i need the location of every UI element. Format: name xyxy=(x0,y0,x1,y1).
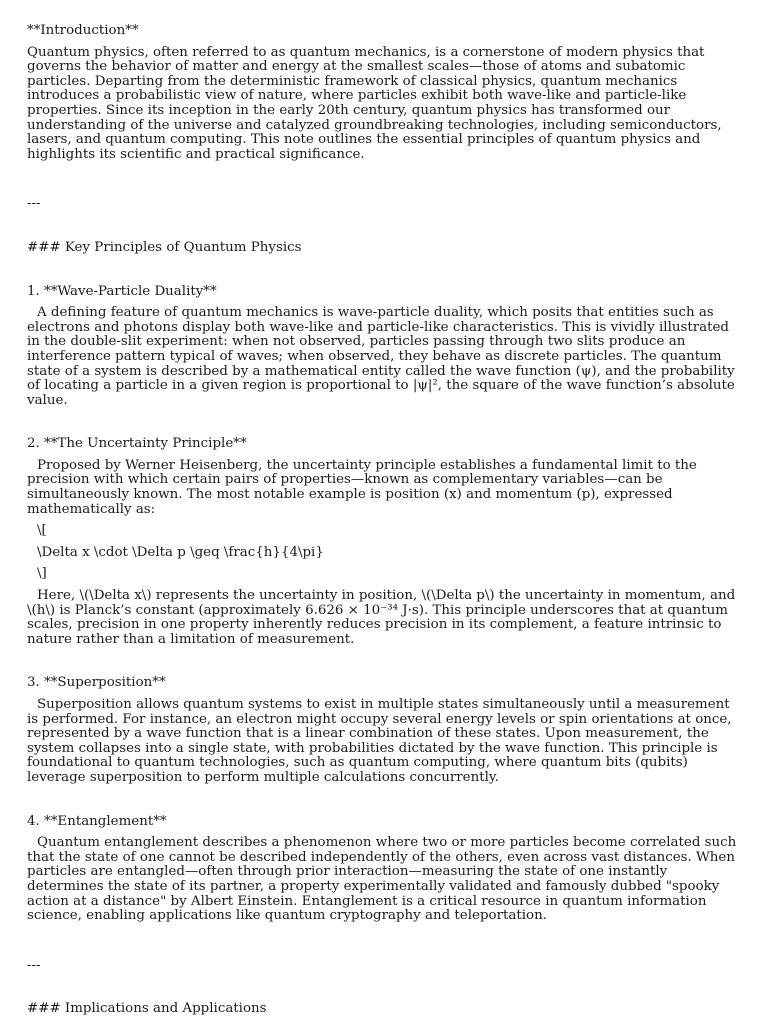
equation: \Delta x \cdot \Delta p \geq \frac{h}{4\pi} xyxy=(37,544,324,560)
implications-heading: ### Implications and Applications xyxy=(27,1001,267,1017)
principle-4-text: Quantum entanglement describes a phenomenon where two or more particles become correlated such that the state of one cannot be described independently of the others, even across vast distances. When particles are entangled—often through prior interaction—measuring the state of one instantly determines the state of its partner, a property experimentally validated and famously dubbed "spooky action at a distance" by Albert Einstein. Entanglement is a critical resource in quantum information science, enabling applications like quantum cryptography and teleportation. xyxy=(27,835,737,924)
intro-paragraph: Quantum physics, often referred to as quantum mechanics, is a cornerstone of modern physics that governs the behavior of matter and energy at the smallest scales—those of atoms and subatomic particles. Departing from the deterministic framework of classical physics, quantum mechanics introduces a probabilistic view of nature, where particles exhibit both wave-like and particle-like properties. Since its inception in the early 20th century, quantum physics has transformed our understanding of the universe and catalyzed groundbreaking technologies, including semiconductors, lasers, and quantum computing. This note outlines the essential principles of quantum physics and highlights its scientific and practical significance. xyxy=(27,44,722,162)
principle-1-body xyxy=(27,306,742,408)
equation-close: \] xyxy=(37,566,47,582)
equation-open: \[ xyxy=(37,523,47,539)
principle-2-body-2 xyxy=(27,589,742,647)
principle-2-text-2: Here, \(\Delta x\) represents the uncertainty in position, \(\Delta p\) the uncertainty in momentum, and \(h\) is Planck’s constant (approximately 6.626 × 10⁻³⁴ J·s). This principle underscores that at quantum scales, precision in one property inherently reduces precision in its complement, a feature intrinsic to nature rather than a limitation of measurement. xyxy=(27,588,736,647)
intro-heading: **Introduction** xyxy=(27,23,139,38)
principle-3-title: 3. **Superposition** xyxy=(27,675,166,691)
principle-3-body xyxy=(27,698,742,786)
separator-1: --- xyxy=(27,196,41,212)
principles-heading: ### Key Principles of Quantum Physics xyxy=(27,239,302,255)
separator-2: --- xyxy=(27,957,41,973)
principle-1-text: A defining feature of quantum mechanics is wave-particle duality, which posits that entities such as electrons and photons display both wave-like and particle-like characteristics. This is vividly illustrated in the double-slit experiment: when not observed, particles passing through two slits produce an interference pattern typical of waves; when observed, they behave as discrete particles. The quantum state of a system is described by a mathematical entity called the wave function (ψ), and the probability of locating a particle in a given region is proportional to |ψ|², the square of the wave function’s absolute value. xyxy=(27,305,735,408)
principle-4-body xyxy=(27,836,742,924)
principle-1-title: 1. **Wave-Particle Duality** xyxy=(27,283,217,299)
principle-3-text: Superposition allows quantum systems to exist in multiple states simultaneously until a measurement is performed. For instance, an electron might occupy several energy levels or spin orientations at once, represented by a wave function that is a linear combination of these states. Upon measurement, the system collapses into a single state, with probabilities dictated by the wave function. This principle is foundational to quantum technologies, such as quantum computing, where quantum bits (qubits) leverage superposition to perform multiple calculations concurrently. xyxy=(27,697,732,785)
principle-2-body xyxy=(27,459,742,517)
principle-4-title: 4. **Entanglement** xyxy=(27,813,167,829)
principle-2-text: Proposed by Werner Heisenberg, the uncertainty principle establishes a fundamental limit to the precision with which certain pairs of properties—known as complementary variables—can be simultaneously known. The most notable example is position (x) and momentum (p), expressed mathematically as: xyxy=(27,457,697,517)
principle-2-title: 2. **The Uncertainty Principle** xyxy=(27,436,247,452)
